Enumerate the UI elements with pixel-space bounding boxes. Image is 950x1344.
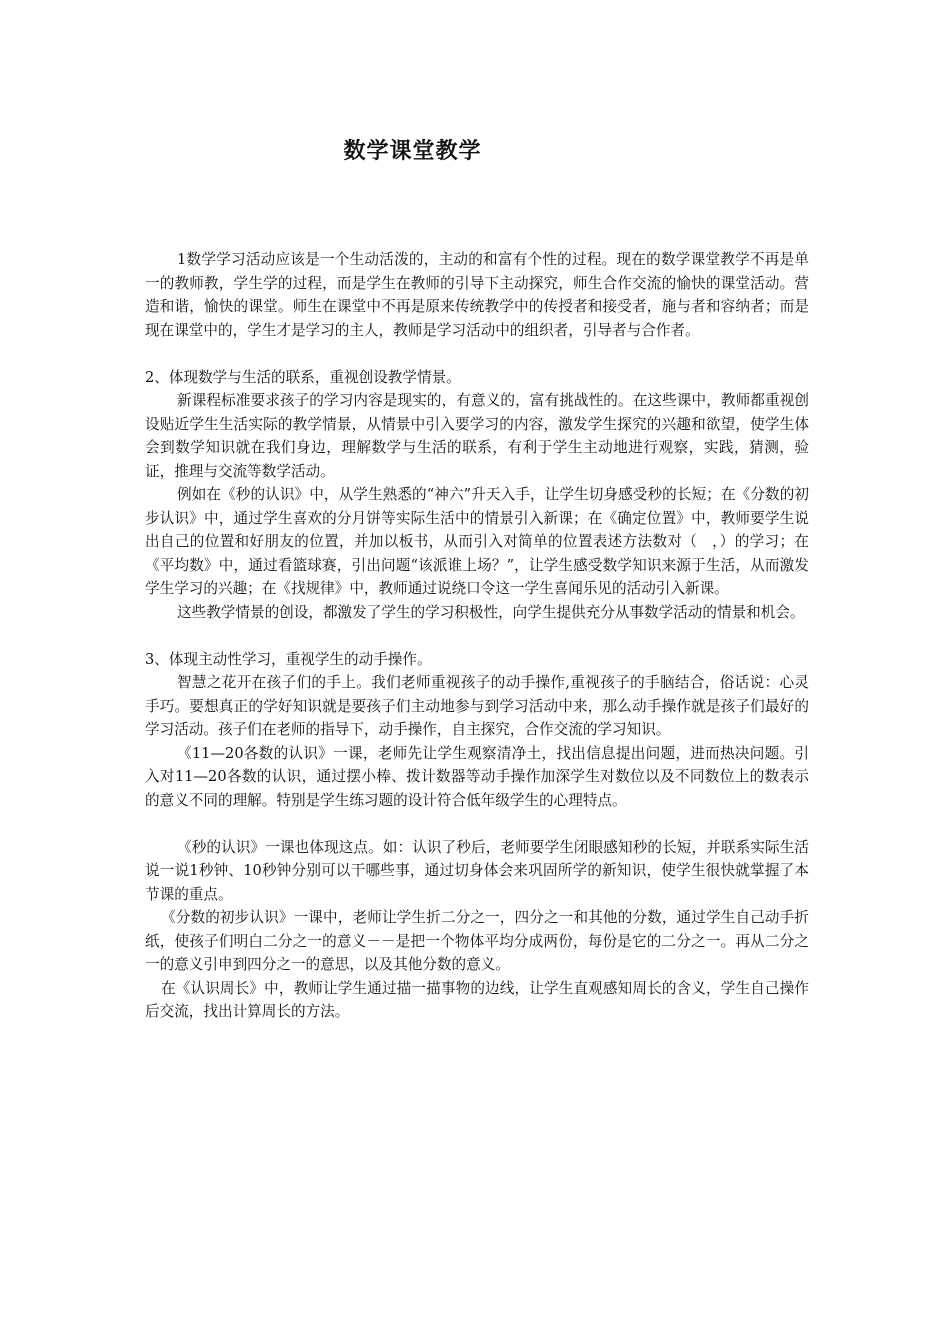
paragraph-hands-on: 智慧之花开在孩子们的手上。我们老师重视孩子的动手操作,重视孩子的手脑结合，俗话说：心灵手巧。要想真正的学好知识就是要孩子们主动地参与到学习活动中来，那么动手操作就是孩子们最好的学习活动。孩子们在老师的指导下，动手操作，自主探究，合作交流的学习知识。 (145, 674, 809, 738)
document-body (145, 248, 824, 1024)
paragraph-curriculum: 新课程标准要求孩子的学习内容是现实的，有意义的，富有挑战性的。在这些课中，教师都重视创设贴近学生生活实际的教学情景，从情景中引入要学习的内容，激发学生探究的兴趣和欲望，使学生体会到数学知识就在我们身边，理解数学与生活的联系，有利于学生主动地进行观察，实践，猜测，验证，推理与交流等数学活动。 (145, 392, 809, 480)
paragraph-perimeter-lesson: 在《认识周长》中，教师让学生通过描一描事物的边线，让学生直观感知周长的含义，学生自己操作后交流，找出计算周长的方法。 (145, 979, 809, 1020)
section-heading-2: 2、体现数学与生活的联系，重视创设教学情景。 (145, 368, 461, 386)
paragraph-fractions-lesson: 《分数的初步认识》一课中，老师让学生折二分之一，四分之一和其他的分数，通过学生自己动手折纸，使孩子们明白二分之一的意义－－是把一个物体平均分成两份，每份是它的二分之一。再从二分之一的意义引申到四分之一的意思，以及其他分数的意义。 (145, 909, 809, 973)
section-heading-3: 3、体现主动性学习，重视学生的动手操作。 (145, 650, 432, 668)
paragraph-seconds-lesson: 《秒的认识》一课也体现这点。如：认识了秒后，老师要学生闭眼感知秒的长短，并联系实际生活说一说1秒钟、10秒钟分别可以干哪些事，通过切身体会来巩固所学的新知识，使学生很快就掌握了本节课的重点。 (145, 838, 809, 903)
paragraph-gap (145, 342, 809, 366)
paragraph-gap (145, 812, 809, 836)
paragraph-scenarios: 这些教学情景的创设，都激发了学生的学习积极性，向学生提供充分从事数学活动的情景和机会。 (177, 603, 805, 621)
document-title: 数学课堂教学 (343, 139, 482, 164)
paragraph-examples: 例如在《秒的认识》中，从学生熟悉的“神六”升天入手，让学生切身感受秒的长短；在《分数的初步认识》中，通过学生喜欢的分月饼等实际生活中的情景引入新课；在《确定位置》中，教师要学生说出自己的位置和好朋友的位置，并加以板书，从而引入对简单的位置表述方法数对（ ，）的学习；在《平均数》中，通过看篮球赛，引出问题“该派谁上场？”，让学生感受数学知识来源于生活，从而激发学生学习的兴趣；在《找规律》中，教师通过说绕口令这一学生喜闻乐见的活动引入新课。 (145, 486, 809, 597)
paragraph-intro: 1数学学习活动应该是一个生动活泼的，主动的和富有个性的过程。现在的数学课堂教学不再是单一的教师教，学生学的过程，而是学生在教师的引导下主动探究，师生合作交流的愉快的课堂活动。营 造和谐，愉快的课堂。师生在课堂中不再是原来传统教学中的传授者和接受者，施与者和容纳者；而是现在课堂中的，学生才是学习的主人，教师是学习活动中的组织者，引导者与合作者。 (145, 251, 824, 339)
paragraph-gap (145, 624, 809, 648)
paragraph-numbers-lesson: 《11—20各数的认识》一课，老师先让学生观察清净土，找出信息提出问题，进而热决问题。引入对11—20各数的认识，通过摆小棒、拨计数器等动手操作加深学生对数位以及不同数位上的数表示的意义不同的理解。特别是学生练习题的设计符合低年级学生的心理特点。 (145, 744, 809, 809)
